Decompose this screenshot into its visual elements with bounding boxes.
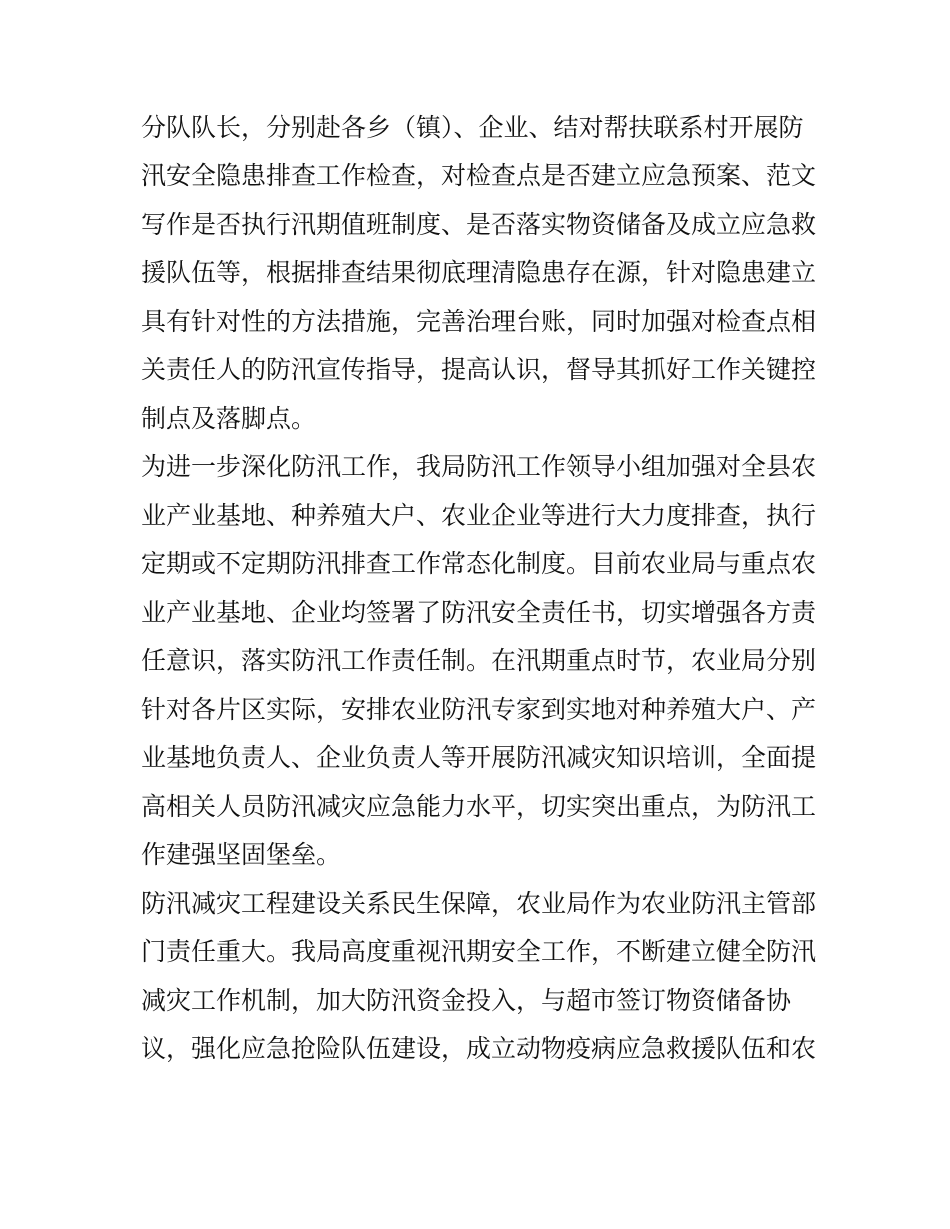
text-line: 制点及落脚点。 xyxy=(141,404,317,433)
text-line: 高相关人员防汛减灾应急能力水平，切实突出重点，为防汛工 xyxy=(141,792,817,821)
text-line: 防汛减灾工程建设关系民生保障，农业局作为农业防汛主管部 xyxy=(141,889,817,918)
text-line: 业产业基地、企业均签署了防汛安全责任书，切实增强各方责 xyxy=(141,598,817,627)
text-line: 议，强化应急抢险队伍建设，成立动物疫病应急救援队伍和农 xyxy=(141,1034,817,1063)
text-line: 具有针对性的方法措施，完善治理台账，同时加强对检查点相 xyxy=(141,307,817,336)
text-line: 为进一步深化防汛工作，我局防汛工作领导小组加强对全县农 xyxy=(141,452,817,481)
text-line: 减灾工作机制，加大防汛资金投入，与超市签订物资储备协 xyxy=(141,986,792,1015)
text-line: 针对各片区实际，安排农业防汛专家到实地对种养殖大户、产 xyxy=(141,695,817,724)
text-line: 汛安全隐患排查工作检查，对检查点是否建立应急预案、范文 xyxy=(141,161,817,190)
text-line: 分队队长，分别赴各乡（镇）、企业、结对帮扶联系村开展防 xyxy=(141,113,804,142)
text-line: 作建强坚固堡垒。 xyxy=(141,840,342,869)
text-line: 业基地负责人、企业负责人等开展防汛减灾知识培训，全面提 xyxy=(141,743,817,772)
text-line: 援队伍等，根据排查结果彻底理清隐患存在源，针对隐患建立 xyxy=(141,258,817,287)
text-line: 写作是否执行汛期值班制度、是否落实物资储备及成立应急救 xyxy=(141,210,817,239)
text-line: 门责任重大。我局高度重视汛期安全工作，不断建立健全防汛 xyxy=(141,937,817,966)
text-line: 关责任人的防汛宣传指导，提高认识，督导其抓好工作关键控 xyxy=(141,355,817,384)
text-line: 任意识，落实防汛工作责任制。在汛期重点时节，农业局分别 xyxy=(141,646,817,675)
text-line: 业产业基地、种养殖大户、农业企业等进行大力度排查，执行 xyxy=(141,501,817,530)
text-line: 定期或不定期防汛排查工作常态化制度。目前农业局与重点农 xyxy=(141,549,817,578)
